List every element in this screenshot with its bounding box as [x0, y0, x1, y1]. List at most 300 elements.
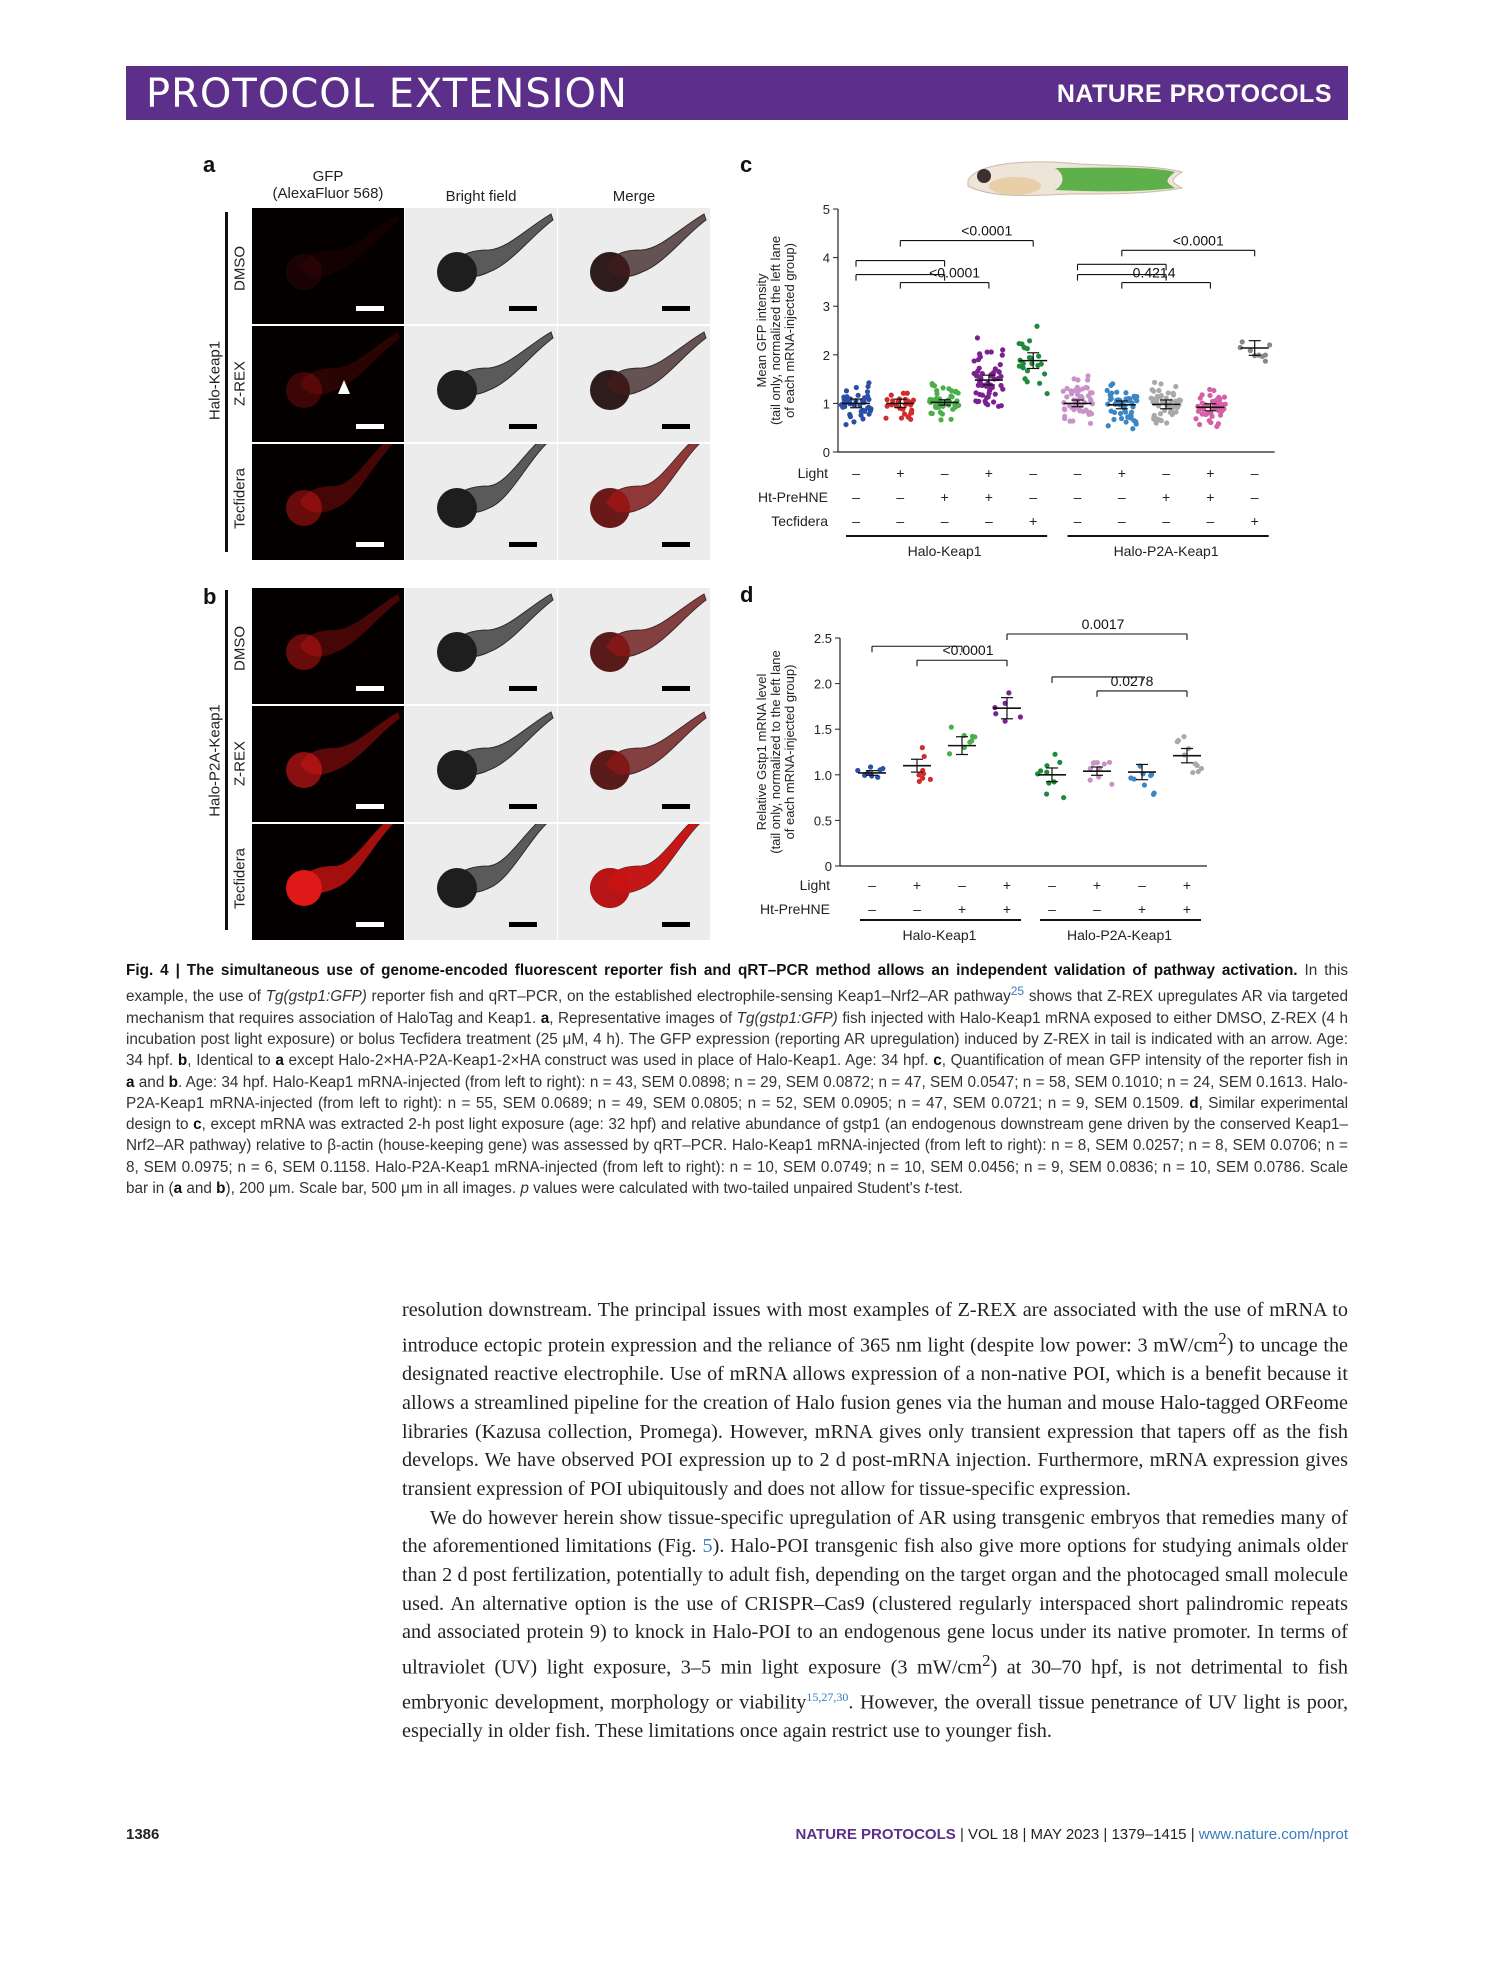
condition-value: + — [1162, 489, 1171, 505]
y-tick-label: 2 — [822, 347, 830, 363]
data-point — [984, 395, 989, 400]
data-point — [1102, 761, 1107, 766]
y-tick-label: 2.0 — [813, 676, 832, 692]
data-point — [949, 417, 954, 422]
condition-value: + — [1182, 901, 1192, 917]
data-point — [1110, 381, 1115, 386]
group-4 — [992, 690, 1023, 723]
bright-image — [405, 208, 557, 324]
data-point — [1126, 396, 1131, 401]
data-point — [1081, 409, 1086, 414]
row-label-tecfidera-a: Tecfidera — [231, 468, 249, 529]
chart-d — [740, 612, 1240, 957]
merge-image — [558, 208, 710, 324]
data-point — [946, 386, 951, 391]
caption-text: shows that Z-REX upregulates AR via targeted mechanism that requires association of HaloTag and Keap1. — [126, 988, 1348, 1027]
data-point — [1267, 342, 1272, 347]
caption-text: fish injected with Halo-Keap1 mRNA exposed to either DMSO, Z-REX (4 h incubation post light exposure) or bolus Tecfidera treatment (25 μM, 4 h). The GFP expression (reporting AR upregulation) induced by Z-REX in tail is indicated with an arrow. Age: 34 hpf. — [126, 1009, 1348, 1070]
p-value-label: 0.0017 — [1081, 616, 1125, 632]
data-point — [1169, 410, 1174, 415]
caption-text: , except mRNA was extracted 2-h post light exposure (age: 32 hpf) and relative abundance of gstp1 (an endogenous downstream gene driven by the conserved Keap1–Nrf2–AR pathway) relative to β-actin (house-keeping gene) was assessed by qRT–PCR. Halo-Keap1 mRNA-injected (from left to right): n = 8, SEM 0.0257; n = 8, SEM 0.0706; n = 8, SEM 0.0975; n = 6, SEM 0.1158. Halo-P2A-Keap1 mRNA-injected (from left to right): n = 10, SEM 0.0749; n = 10, SEM 0.0456; n = 9, SEM 0.0836; n = 10, SEM 0.0786. Scale bar in ( — [126, 1116, 1348, 1198]
data-point — [977, 366, 982, 371]
y-tick-label: 4 — [822, 250, 830, 266]
data-point — [938, 417, 943, 422]
group-8 — [1173, 734, 1204, 775]
data-point — [1134, 398, 1139, 403]
data-point — [1108, 392, 1113, 397]
data-point — [916, 772, 921, 777]
column-label-bright-field: Bright field — [445, 188, 517, 205]
data-point — [883, 416, 888, 421]
caption-text: ), 200 μm. Scale bar, 500 μm in all images. — [225, 1180, 521, 1198]
data-point — [1087, 410, 1092, 415]
data-point — [1057, 760, 1062, 765]
data-point — [1125, 415, 1130, 420]
data-point — [993, 366, 998, 371]
p-value-label: <0.0001 — [929, 264, 981, 281]
data-point — [1156, 388, 1161, 393]
caption-panel-ref: c — [933, 1052, 942, 1070]
caption-text: values were calculated with two-tailed unpaired Student's — [528, 1180, 925, 1198]
data-point — [1006, 690, 1011, 695]
data-point — [993, 711, 998, 716]
caption-italic: t — [924, 1180, 929, 1198]
condition-value: – — [868, 877, 876, 893]
data-point — [1085, 373, 1090, 378]
data-point — [1000, 347, 1005, 352]
group-5 — [1017, 324, 1050, 397]
data-point — [1018, 714, 1023, 719]
data-point — [1027, 338, 1032, 343]
column-label-gfp: GFP (AlexaFluor 568) — [272, 168, 384, 202]
condition-value: – — [1029, 465, 1038, 481]
data-point — [1240, 339, 1245, 344]
data-point — [1171, 391, 1176, 396]
group-6 — [1083, 760, 1114, 787]
data-point — [940, 385, 945, 390]
data-point — [998, 383, 1003, 388]
data-point — [1044, 791, 1049, 796]
gfp-image — [252, 588, 404, 704]
condition-value: + — [1002, 877, 1012, 893]
row-label-zrex-a: Z-REX — [231, 361, 249, 406]
data-point — [877, 767, 882, 772]
data-point — [940, 411, 945, 416]
group-7 — [1128, 764, 1157, 797]
data-point — [1195, 404, 1200, 409]
data-point — [1173, 384, 1178, 389]
condition-label: Light — [799, 877, 830, 893]
data-point — [1152, 380, 1157, 385]
data-point — [1109, 408, 1114, 413]
condition-value: – — [1117, 513, 1126, 529]
data-point — [856, 393, 861, 398]
condition-value: – — [1250, 489, 1259, 505]
fish-schematic-icon — [960, 154, 1185, 204]
group-label: Halo-P2A-Keap1 — [1113, 543, 1219, 559]
data-point — [1118, 411, 1123, 416]
gfp-image — [252, 824, 404, 940]
y-axis-label: Mean GFP intensity(tail only, normalized the left laneof each mRNA-injected group) — [754, 235, 797, 426]
data-point — [1199, 766, 1204, 771]
y-tick-label: 5 — [822, 202, 830, 217]
data-point — [1080, 386, 1085, 391]
chart-c — [740, 200, 1280, 565]
caption-text: , Similar experimental design to — [126, 1094, 1348, 1134]
caption-text: , Quantification of mean GFP intensity of the reporter fish in — [941, 1052, 1348, 1070]
data-point — [1072, 405, 1077, 410]
condition-value: – — [896, 513, 905, 529]
significance-bracket — [900, 265, 989, 289]
condition-value: + — [1092, 877, 1102, 893]
data-point — [1222, 395, 1227, 400]
condition-value: – — [1117, 489, 1126, 505]
data-point — [1052, 752, 1057, 757]
condition-value: – — [1250, 465, 1259, 481]
data-point — [1207, 418, 1212, 423]
condition-label: Tecfidera — [771, 513, 828, 529]
condition-value: – — [852, 513, 860, 529]
condition-value: – — [1029, 489, 1038, 505]
condition-value: + — [1206, 489, 1215, 505]
data-point — [1166, 390, 1171, 395]
superscript: 2 — [982, 1651, 991, 1671]
caption-panel-ref: a — [173, 1180, 183, 1198]
data-point — [1036, 354, 1041, 359]
significance-bracket — [1007, 616, 1187, 640]
merge-image — [558, 326, 710, 442]
gfp-image — [252, 208, 404, 324]
y-tick-label: 1.0 — [813, 767, 832, 783]
data-point — [1214, 424, 1219, 429]
condition-value: + — [1117, 465, 1126, 481]
bright-image — [405, 444, 557, 560]
caption-panel-ref: a — [540, 1009, 550, 1027]
data-point — [911, 398, 916, 403]
data-point — [1035, 363, 1040, 368]
significance-bracket — [1097, 673, 1187, 697]
body-text-run: We do however herein show tissue-specific upregulation of AR using transgenic embryos that remedies many of the aforementioned limitations (Fig. — [402, 1506, 1348, 1558]
condition-label: Ht-PreHNE — [757, 489, 828, 505]
data-point — [1263, 359, 1268, 364]
data-point — [1037, 381, 1042, 386]
condition-value: – — [1048, 877, 1056, 893]
data-point — [930, 381, 935, 386]
data-point — [1045, 391, 1050, 396]
row-label-zrex-b: Z-REX — [231, 741, 249, 786]
y-tick-label: 0.5 — [813, 813, 832, 829]
data-point — [1109, 782, 1114, 787]
header-banner — [126, 66, 1348, 120]
footer-url-link[interactable]: www.nature.com/nprot — [1198, 1826, 1348, 1843]
data-point — [993, 392, 998, 397]
row-label-tecfidera-b: Tecfidera — [231, 848, 249, 909]
body-text — [402, 1296, 1348, 1746]
caption-text: , Representative images of — [549, 1009, 737, 1027]
footer-journal — [795, 1826, 1348, 1843]
data-point — [1173, 409, 1178, 414]
p-value-label: 0.4214 — [1132, 264, 1176, 281]
y-tick-label: 2.5 — [813, 631, 832, 646]
data-point — [1197, 422, 1202, 427]
group-10 — [1238, 339, 1273, 364]
footer-journal-name: NATURE PROTOCOLS — [795, 1826, 956, 1843]
column-label-merge: Merge — [612, 188, 656, 205]
condition-value: + — [1182, 877, 1192, 893]
journal-title: NATURE PROTOCOLS — [1056, 80, 1332, 108]
condition-value: – — [985, 513, 993, 529]
data-point — [1218, 413, 1223, 418]
data-point — [1123, 390, 1128, 395]
data-point — [1193, 416, 1198, 421]
data-point — [991, 399, 996, 404]
data-point — [930, 411, 935, 416]
data-point — [861, 400, 866, 405]
panel-label-d: d — [740, 582, 754, 607]
data-point — [928, 777, 933, 782]
gfp-image — [252, 326, 404, 442]
data-point — [1149, 387, 1154, 392]
data-point — [843, 422, 848, 427]
caption-panel-ref: c — [193, 1116, 202, 1134]
data-point — [1091, 761, 1096, 766]
data-point — [1207, 393, 1212, 398]
condition-value: + — [912, 877, 922, 893]
significance-bracket — [900, 223, 1033, 247]
caption-reporter: Tg(gstp1:GFP) — [736, 1009, 838, 1027]
group-9 — [1193, 387, 1227, 429]
y-axis — [814, 631, 840, 874]
caption-italic: p — [520, 1180, 529, 1198]
merge-image — [558, 706, 710, 822]
condition-value: – — [1073, 513, 1082, 529]
p-value-label: <0.0001 — [1172, 232, 1224, 249]
data-point — [1068, 388, 1073, 393]
condition-value: + — [984, 489, 993, 505]
data-point — [865, 389, 870, 394]
caption-text: In this example, the use of — [126, 962, 1349, 1006]
merge-image — [558, 444, 710, 560]
condition-value: – — [852, 465, 860, 481]
data-point — [1067, 419, 1072, 424]
condition-label: Ht-PreHNE — [759, 901, 830, 917]
significance-bracket — [1122, 232, 1255, 256]
condition-value: – — [940, 513, 949, 529]
data-point — [848, 414, 853, 419]
data-point — [1000, 353, 1005, 358]
panel-label-c: c — [740, 152, 753, 177]
data-point — [917, 779, 922, 784]
data-point — [934, 388, 939, 393]
data-point — [972, 371, 977, 376]
y-tick-label: 0 — [822, 445, 830, 460]
data-point — [1107, 760, 1112, 765]
data-point — [905, 391, 910, 396]
footer-issue: | VOL 18 | MAY 2023 | 1379–1415 | — [955, 1826, 1199, 1843]
superscript: 2 — [1218, 1328, 1227, 1348]
p-value-label: 0.0278 — [1110, 672, 1154, 689]
data-point — [1088, 421, 1093, 426]
condition-value: – — [868, 901, 876, 917]
group-3 — [947, 725, 978, 757]
condition-value: – — [913, 901, 921, 917]
data-point — [1088, 778, 1093, 783]
data-point — [860, 416, 865, 421]
data-point — [1142, 782, 1147, 787]
data-point — [1134, 421, 1139, 426]
condition-value: – — [958, 877, 966, 893]
panel-label-b: b — [203, 584, 217, 609]
data-point — [1064, 394, 1069, 399]
data-point — [1263, 352, 1268, 357]
data-point — [1114, 390, 1119, 395]
condition-value: – — [940, 465, 949, 481]
data-point — [998, 362, 1003, 367]
condition-value: – — [1138, 877, 1146, 893]
body-paragraph — [402, 1504, 1348, 1746]
bright-image — [405, 588, 557, 704]
data-point — [854, 385, 859, 390]
data-point — [975, 335, 980, 340]
data-point — [1176, 738, 1181, 743]
data-point — [885, 404, 890, 409]
y-axis — [823, 202, 838, 460]
group-2 — [883, 391, 916, 422]
gfp-image — [252, 444, 404, 560]
caption-reference-link[interactable]: 25 — [1010, 984, 1025, 999]
data-point — [1088, 398, 1093, 403]
data-point — [1158, 381, 1163, 386]
group-3 — [927, 381, 961, 422]
data-point — [884, 397, 889, 402]
row-label-dmso-a: DMSO — [231, 246, 249, 291]
condition-value: + — [940, 489, 949, 505]
data-point — [989, 349, 994, 354]
data-point — [998, 374, 1003, 379]
group-5 — [1035, 752, 1066, 800]
condition-value: – — [896, 489, 905, 505]
data-point — [952, 403, 957, 408]
reference-links[interactable]: 15,27,30 — [806, 1689, 849, 1704]
data-point — [1131, 776, 1136, 781]
caption-panel-ref: a — [126, 1073, 135, 1091]
body-text-run: resolution downstream. The principal issues with most examples of Z-REX are associated with the use of mRNA to introduce ectopic protein expression and the reliance of 365 nm light (despite low power: 3 mW/cm — [402, 1299, 1348, 1357]
condition-value: – — [1162, 465, 1170, 481]
group-bracket-a — [225, 212, 228, 552]
caption-panel-ref: b — [168, 1073, 178, 1091]
data-point — [1025, 379, 1030, 384]
data-point — [1042, 371, 1047, 376]
section-title: PROTOCOL EXTENSION — [146, 71, 628, 117]
data-point — [1019, 341, 1024, 346]
caption-panel-ref: b — [216, 1180, 226, 1198]
data-point — [868, 764, 873, 769]
caption-text: and — [134, 1073, 169, 1091]
data-point — [865, 394, 870, 399]
caption-reporter: Tg(gstp1:GFP) — [265, 988, 367, 1006]
data-point — [1190, 770, 1195, 775]
p-value-label: <0.0001 — [961, 222, 1013, 239]
data-point — [1105, 388, 1110, 393]
condition-value: – — [1048, 901, 1056, 917]
group-label-b: Halo-P2A-Keap1 — [206, 704, 224, 817]
data-point — [1021, 365, 1026, 370]
condition-value: + — [1029, 513, 1038, 529]
figure-link[interactable]: 5 — [702, 1535, 713, 1558]
condition-value: – — [852, 489, 860, 505]
group-label: Halo-Keap1 — [902, 927, 977, 943]
data-point — [920, 745, 925, 750]
data-point — [956, 390, 961, 395]
group-label-a: Halo-Keap1 — [206, 340, 224, 421]
condition-value: – — [1162, 513, 1170, 529]
caption-text: -test. — [928, 1180, 963, 1198]
body-text-run: . However, the overall tissue penetrance of UV light is poor, especially in older fish. These limitations once again restrict use to younger fish. — [402, 1691, 1349, 1743]
y-tick-label: 1 — [822, 396, 830, 412]
data-point — [889, 393, 894, 398]
data-point — [1152, 790, 1157, 795]
data-point — [866, 411, 871, 416]
group-2 — [903, 745, 933, 784]
y-axis-label: Relative Gstp1 mRNA level(tail only, normalized to the left laneof each mRNA-injected group) — [754, 650, 797, 854]
data-point — [1151, 417, 1156, 422]
caption-text: and — [182, 1180, 217, 1198]
y-tick-label: 1.5 — [813, 722, 832, 738]
data-point — [1062, 406, 1067, 411]
data-point — [972, 358, 977, 363]
data-point — [1195, 763, 1200, 768]
data-point — [1062, 414, 1067, 419]
data-point — [977, 351, 982, 356]
condition-value: + — [896, 465, 905, 481]
data-point — [1061, 795, 1066, 800]
data-point — [1159, 418, 1164, 423]
panel-label-a: a — [203, 152, 216, 177]
data-point — [1130, 426, 1135, 431]
data-point — [865, 384, 870, 389]
data-point — [840, 405, 845, 410]
data-point — [1223, 402, 1228, 407]
caption-panel-ref: b — [177, 1052, 188, 1070]
data-point — [1072, 376, 1077, 381]
caption-text: , Identical to — [187, 1052, 276, 1070]
data-point — [1152, 398, 1157, 403]
data-point — [1209, 414, 1214, 419]
condition-value: – — [1206, 513, 1215, 529]
data-point — [1111, 417, 1116, 422]
data-point — [983, 401, 988, 406]
group-7 — [1105, 381, 1140, 431]
condition-value: – — [1073, 465, 1082, 481]
condition-value: + — [1002, 901, 1012, 917]
group-1 — [855, 764, 886, 779]
condition-value: + — [957, 901, 967, 917]
bright-image — [405, 706, 557, 822]
merge-image — [558, 588, 710, 704]
condition-value: + — [1137, 901, 1147, 917]
data-point — [905, 414, 910, 419]
caption-text: except Halo-2×HA-P2A-Keap1-2×HA construct was used in place of Halo-Keap1. Age: 34 hpf. — [283, 1052, 934, 1070]
caption-text: . Age: 34 hpf. Halo-Keap1 mRNA-injected (from left to right): n = 43, SEM 0.0898; n = 29, SEM 0.0872; n = 47, SEM 0.0547; n = 58, SEM 0.1010; n = 24, SEM 0.1613. Halo-P2A-Keap1 mRNA-injected (from left to right): n = 55, SEM 0.0689; n = 49, SEM 0.0805; n = 52, SEM 0.0905; n = 47, SEM 0.0721; n = 9, SEM 0.1509. — [126, 1073, 1348, 1112]
data-point — [909, 408, 914, 413]
condition-value: – — [1073, 489, 1082, 505]
merge-image — [558, 824, 710, 940]
data-point — [1207, 387, 1212, 392]
body-text-run: ) to uncage the designated reactive electrophile. Use of mRNA allows expression of a non-native POI, which is a benefit because it allows a streamlined pipeline for the creation of Halo fusion genes via the human and mouse Halo-tagged ORFeome libraries (Kazusa collection, Promega). However, mRNA gives only transient expression that tapers off as the fish develops. We have observed POI expression up to 2 d post-mRNA injection. Furthermore, mRNA expression gives transient expression of POI ubiquitously and does not allow for tissue-specific expression. — [402, 1334, 1349, 1500]
data-point — [973, 398, 978, 403]
group-1 — [839, 380, 874, 427]
data-point — [999, 403, 1004, 408]
